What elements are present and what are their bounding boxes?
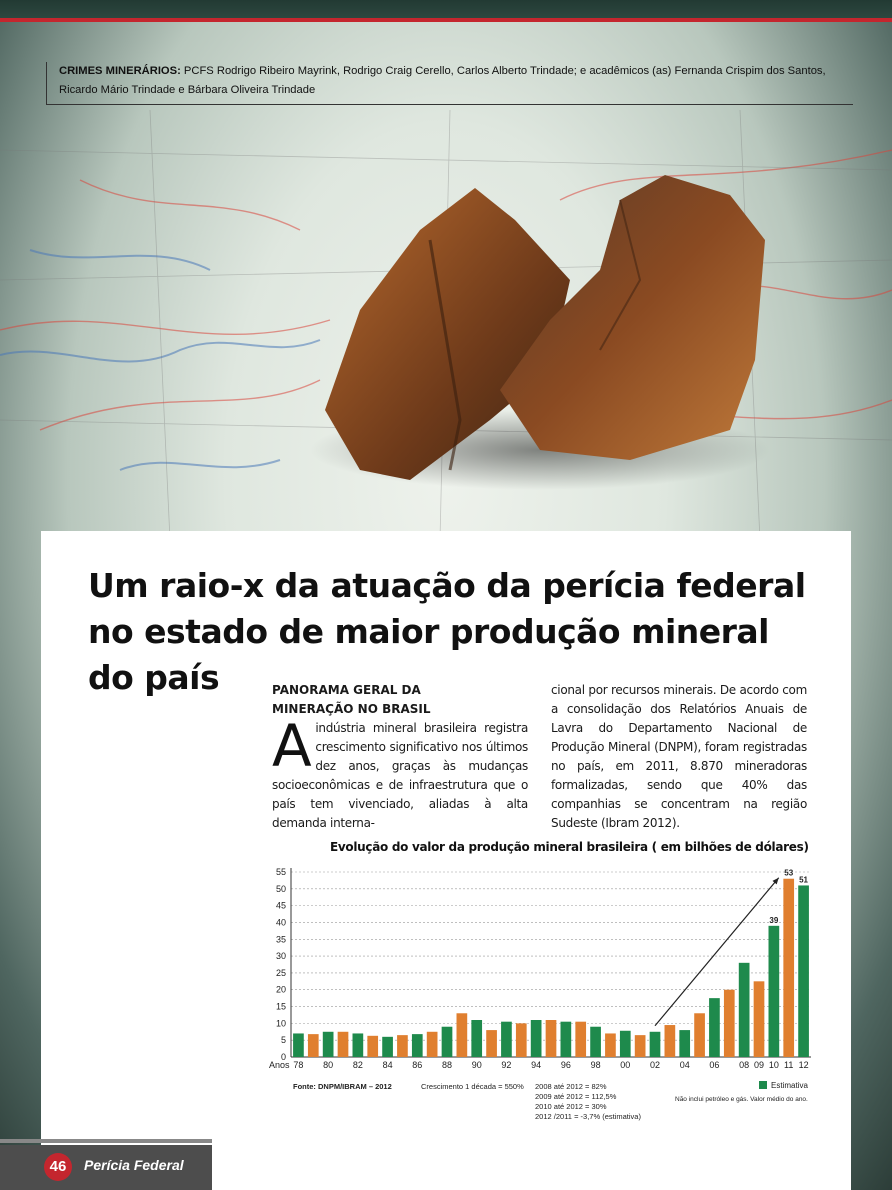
y-tick-label: 20: [275, 984, 286, 995]
bar-00: [620, 1031, 631, 1057]
bar-86: [412, 1034, 423, 1057]
bar-05: [694, 1013, 705, 1057]
data-label: 51: [799, 875, 809, 885]
x-tick-label: 10: [768, 1060, 779, 1070]
y-tick-label: 5: [280, 1035, 286, 1046]
y-tick-label: 35: [275, 934, 286, 945]
chart-container: [263, 860, 823, 1130]
bar-96: [561, 1022, 572, 1057]
data-label: 53: [784, 868, 794, 878]
bar-87: [427, 1032, 438, 1057]
chart-growth-item: 2008 até 2012 = 82%: [535, 1082, 607, 1091]
x-tick-label: 80: [323, 1060, 334, 1070]
x-tick-label: 94: [531, 1060, 542, 1070]
bar-84: [382, 1037, 393, 1057]
bar-98: [590, 1027, 601, 1057]
credits-line-2: Ricardo Mário Trindade e Bárbara Oliveira Trindade: [59, 84, 316, 96]
bar-03: [665, 1025, 676, 1057]
x-tick-label: 06: [709, 1060, 720, 1070]
chart-source: Fonte: DNPM/IBRAM – 2012: [293, 1082, 392, 1091]
bar-92: [501, 1022, 512, 1057]
bar-91: [486, 1030, 497, 1057]
chart-growth-item: 2012 /2011 = -3,7% (estimativa): [535, 1112, 641, 1121]
bar-01: [635, 1035, 646, 1057]
y-tick-label: 55: [275, 867, 286, 877]
bar-97: [575, 1022, 586, 1057]
x-tick-label: 00: [620, 1060, 631, 1070]
x-tick-label: 86: [412, 1060, 423, 1070]
x-tick-label: 96: [560, 1060, 571, 1070]
chart-growth-note: Crescimento 1 década = 550%: [421, 1082, 524, 1091]
x-axis-label: Anos: [269, 1060, 290, 1070]
production-value-bar-chart: [263, 860, 823, 1130]
footer-rule: [0, 1139, 212, 1143]
top-red-rule: [0, 18, 892, 22]
bar-90: [471, 1020, 482, 1057]
x-tick-label: 09: [753, 1060, 765, 1070]
article-column-2: [551, 681, 807, 833]
bar-85: [397, 1035, 408, 1057]
section-title-line-2: MINERAÇÃO NO BRASIL: [272, 702, 431, 716]
bar-93: [516, 1023, 527, 1057]
y-tick-label: 45: [275, 900, 286, 911]
x-tick-label: 88: [441, 1060, 453, 1070]
chart-growth-item: 2010 até 2012 = 30%: [535, 1102, 607, 1111]
credits-section-label: CRIMES MINERÁRIOS:: [59, 65, 181, 77]
y-tick-label: 50: [275, 883, 286, 894]
article-column-1: [272, 681, 528, 833]
page-number: 46: [44, 1153, 72, 1181]
chart-title: Evolução do valor da produção mineral brasileira ( em bilhões de dólares): [330, 840, 809, 854]
bar-81: [338, 1032, 349, 1057]
x-tick-label: 98: [590, 1060, 601, 1070]
x-tick-label: 90: [471, 1060, 482, 1070]
bar-04: [679, 1030, 690, 1057]
y-tick-label: 10: [275, 1018, 286, 1029]
credits-authors: PCFS Rodrigo Ribeiro Mayrink, Rodrigo Craig Cerello, Carlos Alberto Trindade; e acadêmicos (as) Fernanda Crispim dos Santos,: [180, 65, 826, 77]
y-tick-label: 15: [275, 1001, 286, 1012]
x-tick-label: 02: [649, 1060, 661, 1070]
drop-cap: A: [272, 712, 312, 780]
bar-08: [739, 963, 750, 1057]
bar-09: [754, 981, 765, 1057]
bar-06: [709, 998, 720, 1057]
x-tick-label: 82: [352, 1060, 363, 1070]
bar-07: [724, 990, 735, 1057]
x-tick-label: 84: [382, 1060, 393, 1070]
bar-95: [546, 1020, 557, 1057]
bar-10: [769, 926, 780, 1057]
y-tick-label: 25: [275, 967, 286, 978]
x-tick-label: 78: [293, 1060, 304, 1070]
section-title-line-1: PANORAMA GERAL DA: [272, 683, 421, 697]
bar-99: [605, 1033, 616, 1057]
bar-82: [353, 1033, 364, 1057]
legend-label: Estimativa: [771, 1081, 808, 1090]
article-headline: Um raio-x da atuação da perícia federal no estado de maior produção mineral do país: [88, 566, 806, 697]
bar-79: [308, 1034, 319, 1057]
column-1-paragraph: [272, 712, 528, 833]
y-tick-label: 40: [275, 917, 286, 928]
y-tick-label: 0: [280, 1052, 286, 1062]
column-1-text: indústria mineral brasileira registra crescimento significativo nos últimos dez anos, graças às mudanças socioeconômicas e de infraestrutura que o país tem vivenciado, aliadas à alta demanda interna-: [272, 721, 528, 830]
legend-swatch: [759, 1081, 767, 1089]
iron-ore-rocks-photo: [300, 160, 780, 500]
bar-11: [783, 879, 794, 1057]
bar-89: [457, 1013, 468, 1057]
bar-12: [798, 885, 809, 1057]
bar-80: [323, 1032, 334, 1057]
bar-83: [367, 1036, 378, 1057]
chart-growth-item: 2009 até 2012 = 112,5%: [535, 1092, 617, 1101]
column-2-text: cional por recursos minerais. De acordo com a consolidação dos Relatórios Anuais de Lavra do Departamento Nacional de Produção Mineral (DNPM), foram registradas no país, em 2011, 8.870 mineradoras formalizadas, sendo que 40% das companhias se concentram na região Sudeste (Ibram 2012).: [551, 683, 807, 830]
data-label: 39: [769, 915, 779, 925]
author-credits: [46, 62, 853, 105]
x-tick-label: 12: [798, 1060, 809, 1070]
magazine-name: Perícia Federal: [84, 1157, 184, 1173]
x-tick-label: 11: [784, 1060, 794, 1070]
bar-94: [531, 1020, 542, 1057]
chart-footnote: Não inclui petróleo e gás. Valor médio do ano.: [675, 1096, 808, 1103]
credits-line-1: [47, 62, 853, 81]
x-tick-label: 04: [679, 1060, 690, 1070]
y-tick-label: 30: [275, 951, 286, 962]
x-tick-label: 08: [739, 1060, 750, 1070]
bar-78: [293, 1033, 304, 1057]
bar-88: [442, 1027, 453, 1057]
bar-02: [650, 1032, 661, 1057]
x-tick-label: 92: [501, 1060, 512, 1070]
